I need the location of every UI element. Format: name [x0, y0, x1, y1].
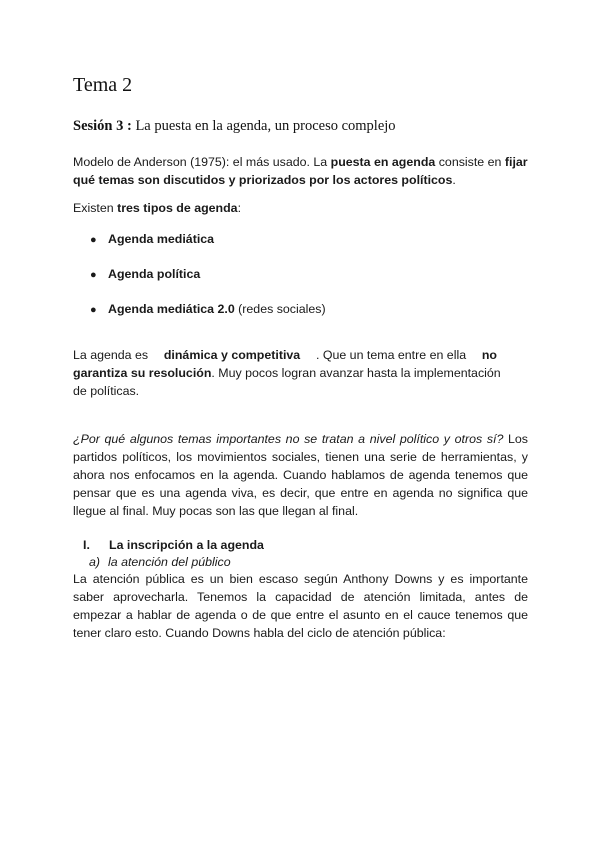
dynamic-bold-1: dinámica y competitiva	[163, 348, 301, 362]
question-text: Los partidos políticos, los movimientos sociales, tienen una serie de herramientas, y ahora nos enfocamos en la agenda. Cuando hablamos de agenda tenemos que pensar que es una agenda viva, es decir, que entre en agenda no significa que llegue al final. Muy pocas son las que llegan al final.	[73, 432, 528, 518]
subsection-heading	[89, 553, 231, 571]
intro-paragraph	[73, 153, 528, 189]
list-item	[90, 300, 326, 319]
section-title: La inscripción a la agenda	[109, 538, 264, 552]
question-paragraph	[73, 430, 528, 520]
intro-text-3: .	[452, 173, 456, 187]
dynamic-paragraph	[73, 346, 528, 400]
intro-text-2: consiste en	[435, 155, 505, 169]
types-bold: tres tipos de agenda	[117, 201, 238, 215]
dynamic-bold-2: no	[481, 348, 497, 362]
bullet-icon: ●	[90, 304, 97, 316]
bullet-icon: ●	[90, 269, 97, 281]
section-heading	[83, 536, 264, 554]
page-title: Tema 2	[73, 74, 133, 96]
bullet-bold: Agenda mediática 2.0	[108, 302, 235, 316]
session-heading	[73, 118, 396, 135]
bullet-icon: ●	[90, 234, 97, 246]
dynamic-text-3: . Muy pocos logran avanzar hasta la implementación	[211, 366, 501, 380]
attention-paragraph: La atención pública es un bien escaso según Anthony Downs y es importante saber aprovecharla. Tenemos la capacidad de atención limitada, antes de empezar a hablar de agenda o de que entre el asunto en el cauce tenemos que tener claro esto. Cuando Downs habla del ciclo de atención pública:	[73, 572, 528, 640]
bullet-bold: Agenda política	[108, 267, 201, 281]
bullet-bold: Agenda mediática	[108, 232, 215, 246]
dynamic-text-1: La agenda es	[73, 348, 149, 362]
dynamic-text-2: . Que un tema entre en ella	[315, 348, 467, 362]
subsection-number: a)	[89, 555, 101, 569]
session-title: La puesta en la agenda, un proceso complejo	[135, 118, 396, 134]
types-text-1: Existen	[73, 201, 118, 215]
types-text-2: :	[237, 201, 242, 215]
dynamic-text-4: de políticas.	[73, 384, 140, 398]
bullet-normal: (redes sociales)	[234, 302, 326, 316]
session-label: Sesión 3 :	[73, 118, 132, 134]
section-number: I.	[83, 538, 90, 552]
list-item	[90, 265, 200, 284]
dynamic-bold-3: garantiza su resolución	[73, 366, 212, 380]
subsection-title: la atención del público	[108, 555, 231, 569]
agenda-types-paragraph	[73, 199, 528, 217]
intro-bold-2: fijar	[504, 155, 528, 169]
list-item	[90, 230, 214, 249]
question-italic: ¿Por qué algunos temas importantes no se tratan a nivel político y otros sí?	[73, 432, 504, 446]
intro-bold-3: qué temas son discutidos y priorizados por los actores políticos	[73, 173, 453, 187]
intro-text-1: Modelo de Anderson (1975): el más usado. La	[73, 155, 331, 169]
intro-bold-1: puesta en agenda	[330, 155, 436, 169]
